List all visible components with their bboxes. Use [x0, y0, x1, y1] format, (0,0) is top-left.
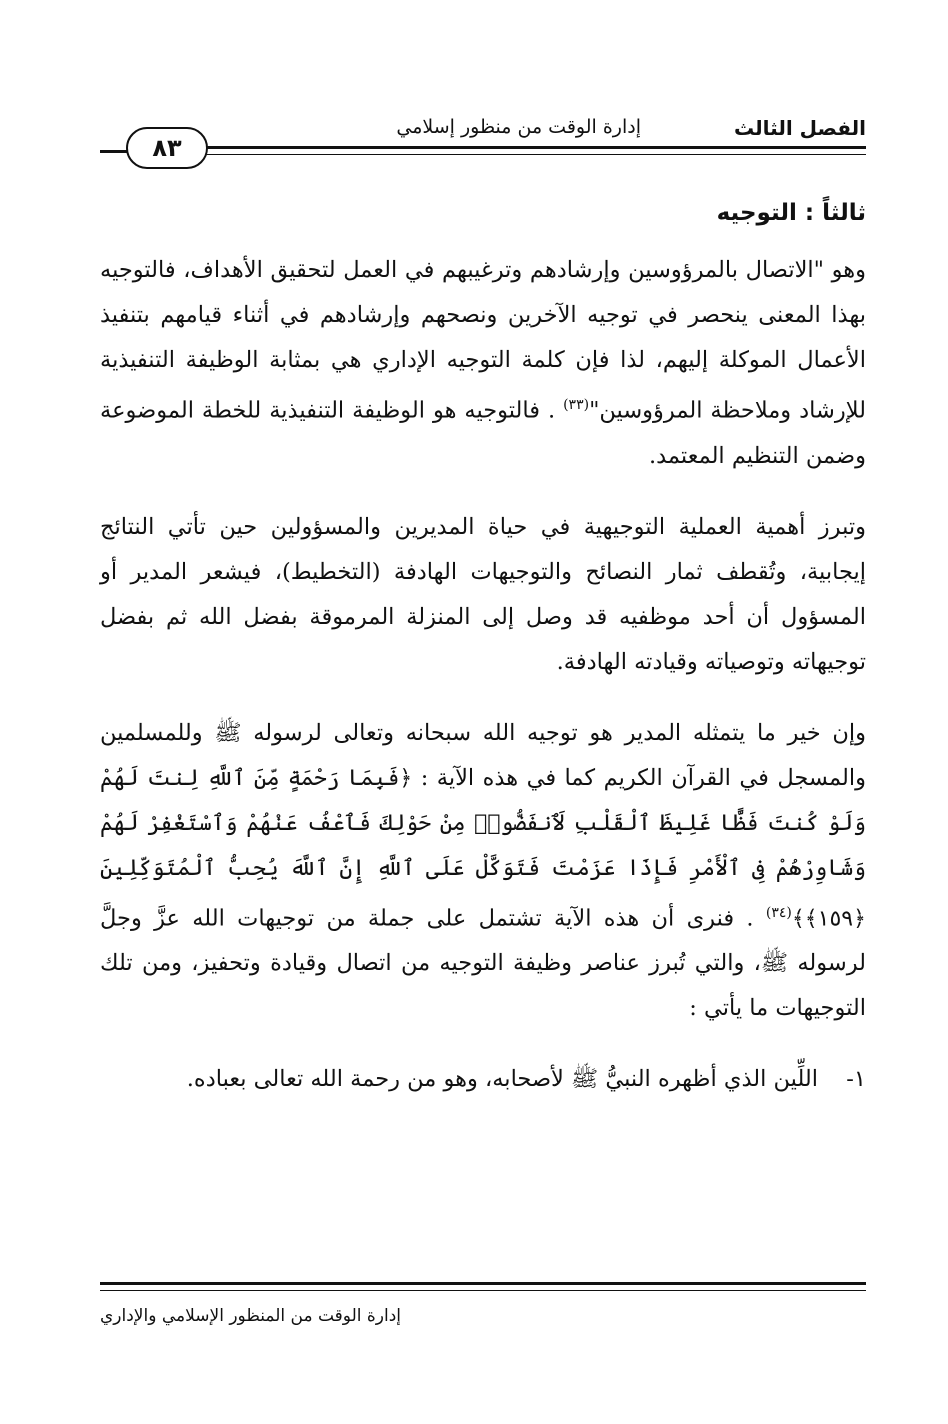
footer-rule — [100, 1282, 866, 1285]
footer-book-title: إدارة الوقت من المنظور الإسلامي والإداري — [100, 1306, 402, 1326]
list-item-number: ١- — [846, 1066, 866, 1092]
paragraph-1 — [100, 248, 866, 479]
footer-rule-thin — [100, 1290, 866, 1291]
page-content — [100, 200, 866, 1102]
section-heading: ثالثاً : التوجيه — [716, 200, 866, 226]
page-number: ٨٣ — [126, 127, 208, 169]
paragraph-3-tail: . فنرى أن هذه الآية تشتمل على جملة من توجيهات الله عزَّ وجلَّ لرسوله ﷺ، والتي تُبرز عناصر وظيفة التوجيه من اتصال وقيادة وتحفيز، ومن تلك التوجيهات ما يأتي : — [100, 905, 866, 1021]
header-rule-thin — [205, 154, 866, 155]
header-rule — [205, 146, 866, 149]
paragraph-3-intro: وإن خير ما يتمثله المدير هو توجيه الله سبحانه وتعالى لرسوله ﷺ وللمسلمين والمسجل في القرآن الكريم كما في هذه الآية : — [100, 719, 866, 791]
footnote-ref-33: (٣٣) — [563, 397, 590, 413]
page-header — [100, 110, 866, 170]
list-item-text: اللِّين الذي أظهره النبيُّ ﷺ لأصحابه، وهو من رحمة الله تعالى بعباده. — [186, 1066, 818, 1092]
paragraph-1-text: وهو "الاتصال بالمرؤوسين وإرشادهم وترغيبهم في العمل لتحقيق الأهداف، فالتوجيه بهذا المعنى ينحصر في توجيه الآخرين ونصحهم وإرشادهم في أثناء قيامهم بتنفيذ الأعمال الموكلة إليهم، لذا فإن كلمة التوجيه الإداري هي بمثابة الوظيفة التنفيذية للإرشاد وملاحظة المرؤوسين" — [100, 257, 866, 424]
chapter-title: الفصل الثالث — [733, 116, 866, 140]
paragraph-3 — [100, 711, 866, 1032]
running-book-title: إدارة الوقت من منظور إسلامي — [396, 116, 641, 138]
quran-verse: ﴿فَبِمَا رَحْمَةٍ مِّنَ ٱللَّهِ لِنتَ لَهُمْ وَلَوْ كُنتَ فَظًّا غَلِيظَ ٱلْقَلْبِ لَٱنفَضُّوا۟ مِنْ حَوْلِكَ فَٱعْفُ عَنْهُمْ وَٱسْتَغْفِرْ لَهُمْ وَشَاوِرْهُمْ فِى ٱلْأَمْرِ فَإِذَا عَزَمْتَ فَتَوَكَّلْ عَلَى ٱللَّهِ إِنَّ ٱللَّهَ يُحِبُّ ٱلْمُتَوَكِّلِينَ ﴿١٥٩﴾﴾ — [100, 765, 866, 931]
paragraph-1-tail: . فالتوجيه هو الوظيفة التنفيذية للخطة الموضوعة وضمن التنظيم المعتمد. — [100, 397, 866, 469]
header-rule-left — [100, 150, 128, 153]
footnote-ref-34: (٣٤) — [765, 904, 792, 921]
list-item — [100, 1057, 866, 1102]
paragraph-2: وتبرز أهمية العملية التوجيهية في حياة المديرين والمسؤولين حين تأتي النتائج إيجابية، وتُقطف ثمار النصائح والتوجيهات الهادفة (التخطيط)، فيشعر المدير أو المسؤول أن أحد موظفيه قد وصل إلى المنزلة المرموقة بفضل الله ثم بفضل توجيهاته وتوصياته وقيادته الهادفة. — [100, 513, 866, 675]
